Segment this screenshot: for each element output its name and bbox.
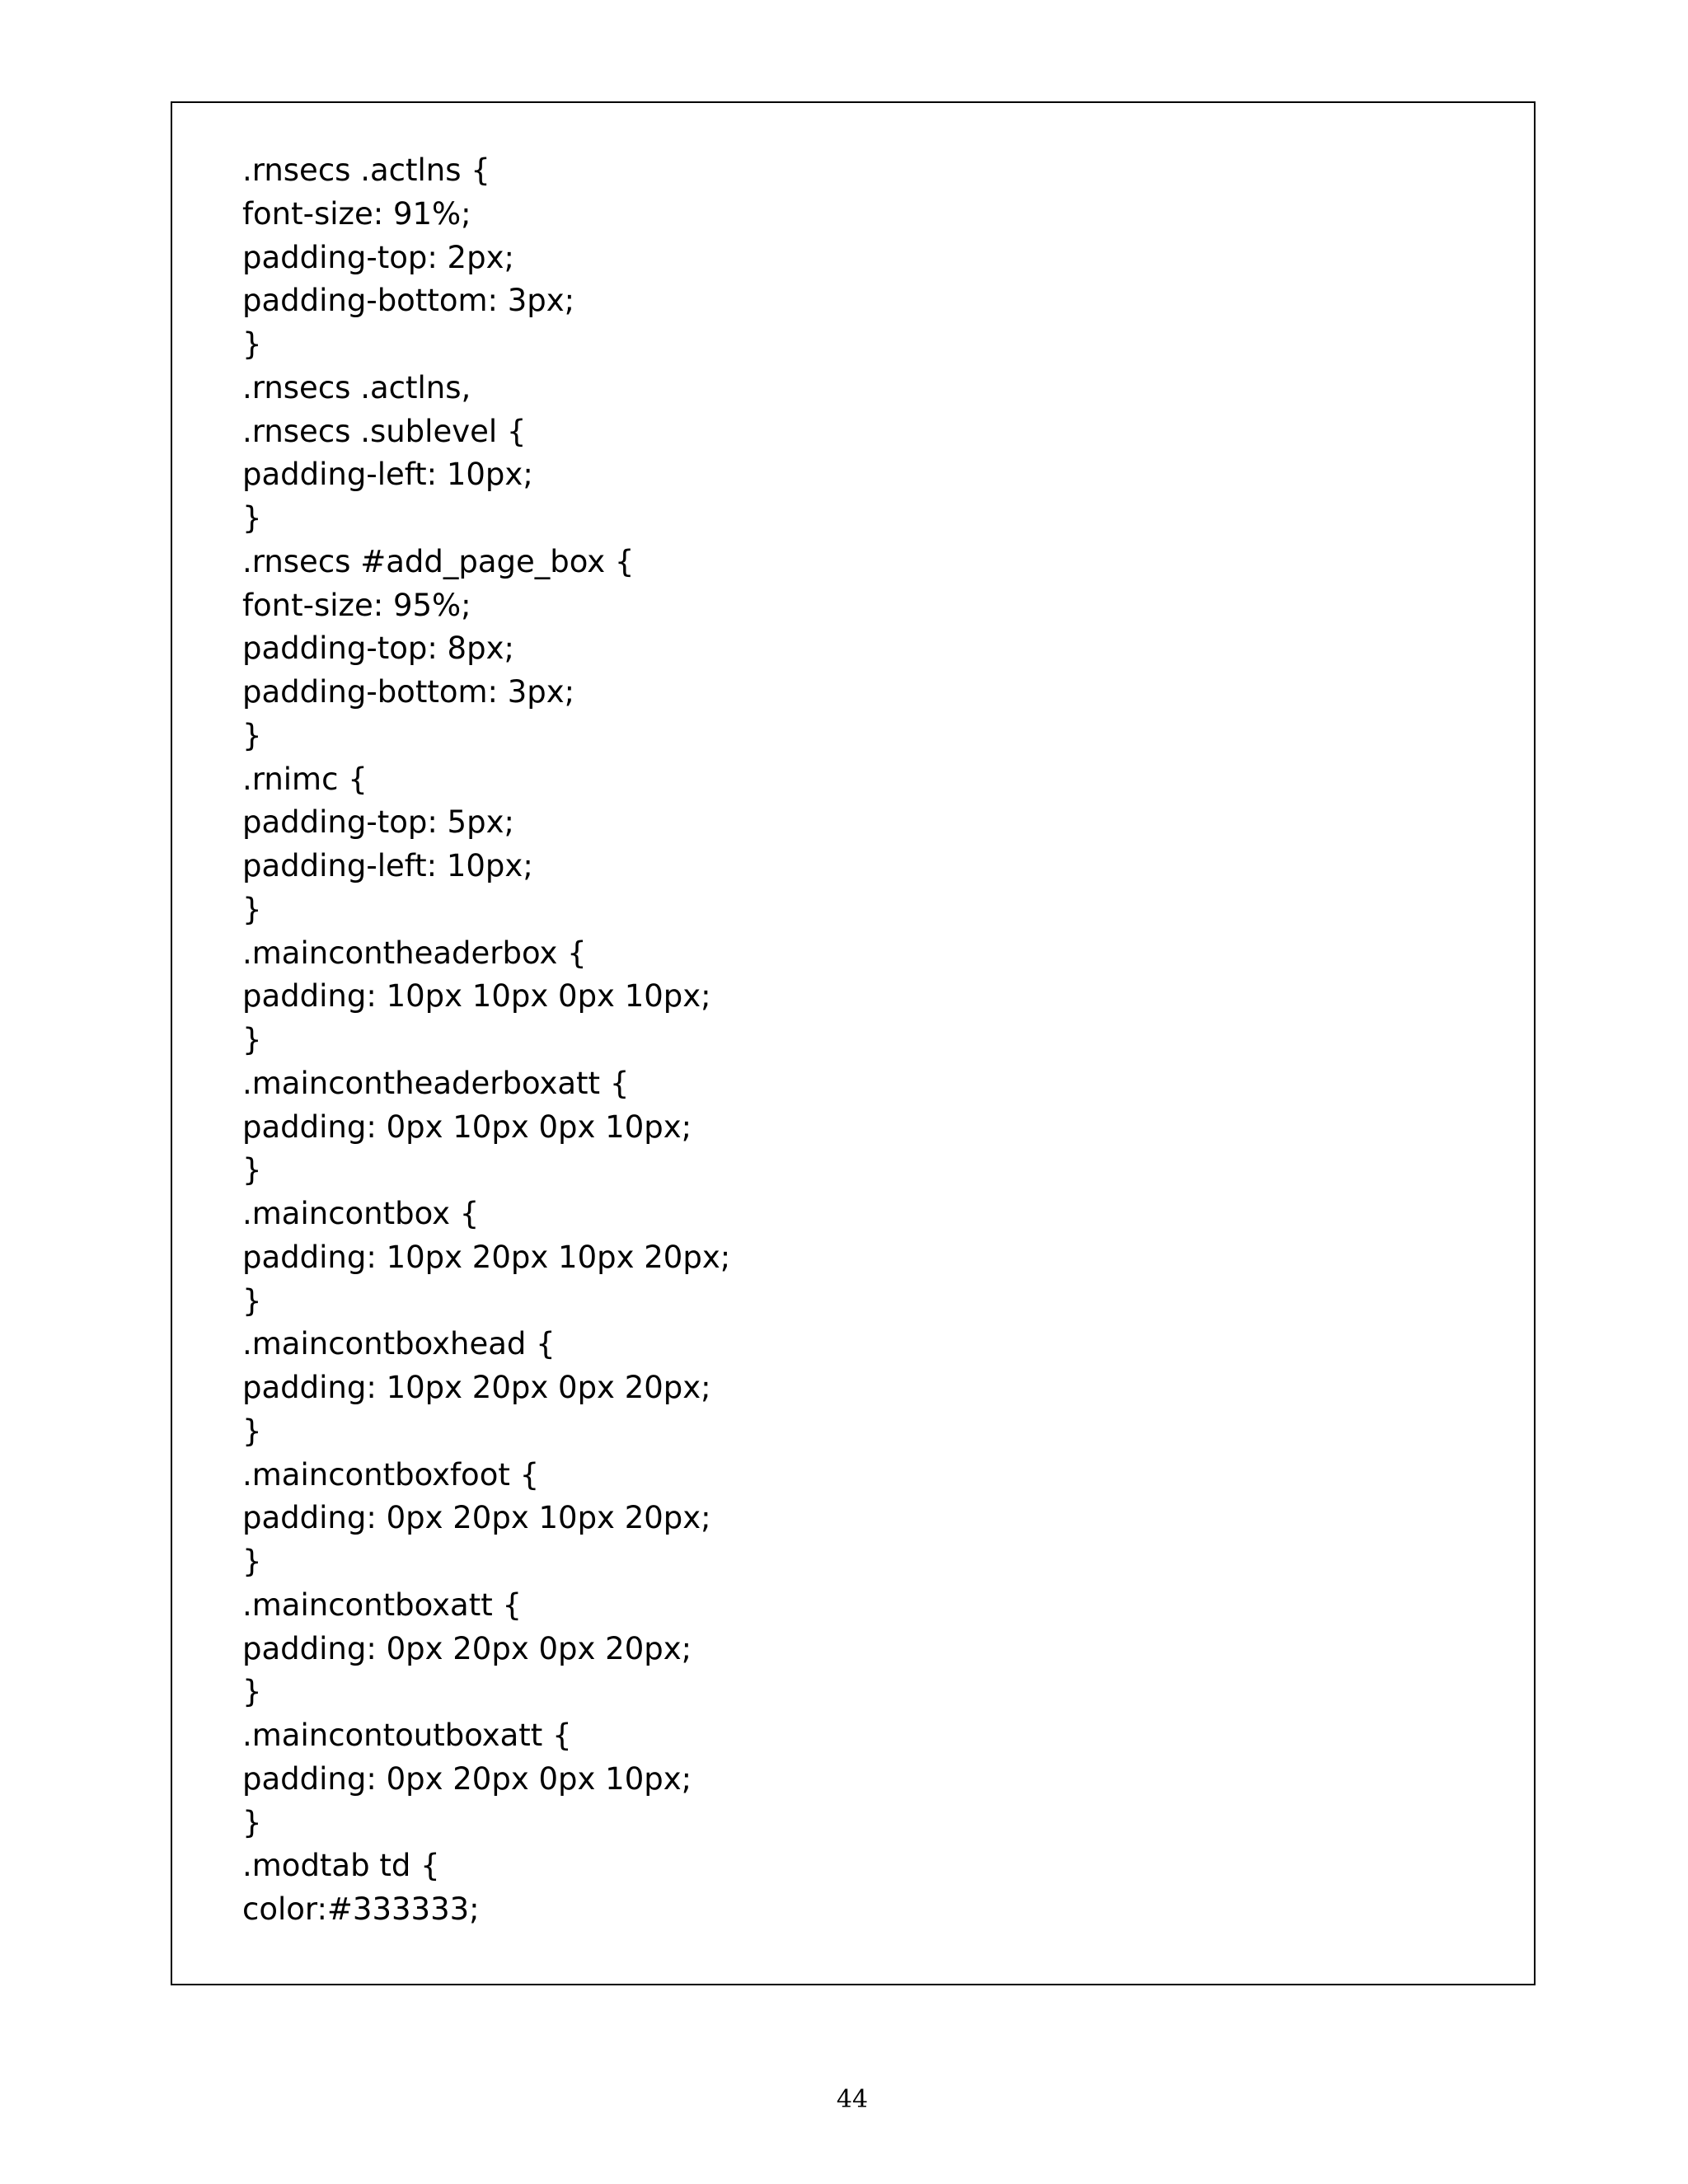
code-line: } — [242, 1674, 262, 1710]
code-line: color:#333333; — [242, 1891, 480, 1927]
code-line: padding: 0px 20px 0px 10px; — [242, 1760, 692, 1797]
code-line: } — [242, 1022, 262, 1057]
code-line: } — [242, 1544, 262, 1579]
code-line: .rnsecs #add_page_box { — [242, 543, 635, 579]
code-line: .maincontoutboxatt { — [242, 1718, 572, 1753]
code-line: .maincontboxfoot { — [242, 1456, 540, 1493]
code-line: padding-left: 10px; — [242, 457, 533, 493]
code-line: padding: 10px 20px 0px 20px; — [242, 1370, 711, 1405]
code-line: padding-left: 10px; — [242, 848, 533, 883]
code-line: padding: 10px 20px 10px 20px; — [242, 1239, 731, 1275]
code-line: } — [242, 1804, 262, 1840]
code-line: } — [242, 891, 262, 927]
code-line: } — [242, 326, 262, 362]
code-line: padding-top: 8px; — [242, 630, 514, 667]
code-line: padding-bottom: 3px; — [242, 283, 575, 319]
page-number: 44 — [836, 2085, 869, 2114]
code-line: .rnsecs .actlns, — [242, 369, 471, 405]
code-line: .maincontbox { — [242, 1196, 480, 1231]
code-line: padding: 0px 20px 0px 20px; — [242, 1630, 692, 1666]
code-line: } — [242, 500, 262, 536]
code-line: .rnsecs .actlns { — [242, 152, 490, 188]
code-line: } — [242, 717, 262, 753]
code-line: font-size: 91%; — [242, 195, 471, 232]
code-line: .modtab td { — [242, 1848, 440, 1884]
code-listing — [242, 149, 730, 1932]
code-line: padding: 0px 10px 0px 10px; — [242, 1108, 692, 1145]
code-line: padding-bottom: 3px; — [242, 674, 575, 710]
code-line: .rnsecs .sublevel { — [242, 413, 527, 449]
code-line: .maincontboxatt { — [242, 1586, 523, 1623]
code-line: .maincontheaderbox { — [242, 935, 587, 971]
code-line: .rnimc { — [242, 761, 368, 797]
code-line: padding: 10px 10px 0px 10px; — [242, 978, 711, 1015]
code-line: } — [242, 1413, 262, 1449]
code-line: .maincontheaderboxatt { — [242, 1065, 630, 1101]
code-line: .maincontboxhead { — [242, 1326, 556, 1362]
code-line: padding: 0px 20px 10px 20px; — [242, 1500, 711, 1536]
code-line: } — [242, 1282, 262, 1319]
code-line: font-size: 95%; — [242, 587, 471, 623]
code-line: padding-top: 5px; — [242, 804, 514, 841]
code-line: } — [242, 1152, 262, 1188]
code-listing-box — [171, 101, 1536, 1985]
code-line: padding-top: 2px; — [242, 239, 514, 275]
